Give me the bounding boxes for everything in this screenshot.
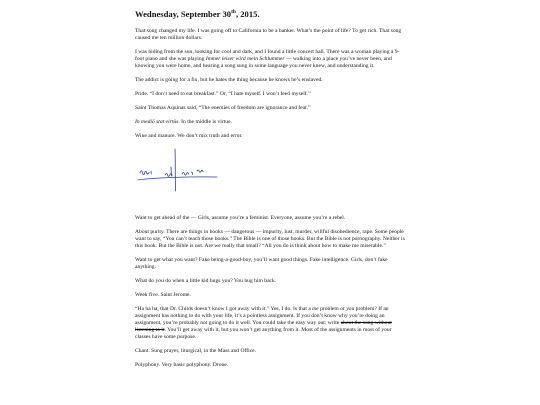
- scribble-word-1: [140, 171, 151, 175]
- paragraph-feminist: [135, 215, 407, 222]
- emphasis-you: you: [346, 306, 355, 312]
- paragraph-wine: [135, 133, 407, 140]
- paragraph-polyphony: [135, 362, 407, 369]
- paragraph-text: problem or: [318, 306, 347, 312]
- paragraph-aquinas: [135, 105, 407, 112]
- paragraph-text: Pride. “I don’t need to eat breakfast.” Or, “I hate myself. I won’t feed myself.”: [135, 91, 311, 97]
- scribble-word-4: [197, 170, 203, 172]
- paragraph-text: Saint Thomas Aquinas said, “The enemies of freedom are ignorance and fear.”: [135, 105, 311, 111]
- entry-date-heading: [135, 9, 407, 20]
- paragraph-text: Want to get what you want? Fake being-a-good-boy, you’ll want good things. Fake intelligence. Girls, don’t fake anything.: [135, 257, 388, 270]
- paragraph-text: Wine and manure. We don’t mix truth and error.: [135, 133, 243, 139]
- latin-phrase: In mediō stat virtūs.: [135, 119, 180, 125]
- paragraph-concert-hall: [135, 49, 407, 70]
- paragraph-text: Chant. Sung prayer, liturgical, in the Mass and Office.: [135, 348, 257, 354]
- emphasis-me: me: [312, 306, 319, 312]
- paragraph-hug: [135, 278, 407, 285]
- date-text: Wednesday, September 30: [135, 9, 232, 19]
- paragraph-text: problem? If an assignment has nothing to do with your life, it’s a pointless assignment. If you don’t know why you’re doing an assignment, you’re probably not going to do it well. You could take the easy way out: write: [135, 306, 389, 326]
- scribble-baseline: [138, 177, 217, 180]
- date-ordinal: th: [231, 9, 236, 16]
- paragraph-text: The addict is going for a fix, but he hates the thing because he knows he’s enslaved.: [135, 77, 323, 83]
- paragraph-virtue: [135, 119, 407, 126]
- journal-entry: [135, 9, 407, 376]
- song-title: Immer leiser wird mein Schlummer: [205, 56, 285, 62]
- paragraph-pride: [135, 91, 407, 98]
- paragraph-text: Week five. Saint Jerome.: [135, 292, 191, 298]
- paragraph-chant: [135, 348, 407, 355]
- date-year: , 2015.: [235, 9, 260, 19]
- paragraph-text: In the middle is virtue.: [179, 119, 232, 125]
- paragraph-text: What do you do when a little kid hugs you? You hug him back.: [135, 278, 277, 284]
- scribble-vertical-stroke: [175, 149, 176, 191]
- paragraph-text: I was hiding from the sun, looking for cool and dark, and I found a little concert hall. There was a woman playing a 9-foot piano and she was playing: [135, 49, 400, 62]
- paragraph-text: That song changed my life. I was going off to California to be a banker. What’s the point of life? To get rich. That song caused me ten million dollars.: [135, 28, 402, 41]
- handwritten-scribble: [135, 147, 255, 207]
- paragraph-week-five: [135, 292, 407, 299]
- paragraph-song: [135, 28, 407, 42]
- paragraph-text: Want to get ahead of the — Girls, assume you’re a feminist. Everyone, assume you’re a rebel.: [135, 215, 346, 221]
- paragraph-text: Polyphony. Very basic polyphony. Drone.: [135, 362, 229, 368]
- paragraph-text: — walking into a place you’ve never been, and knowing you were home, and hearing a song sung in some language you never knew, and understanding it.: [135, 56, 392, 69]
- paragraph-fake: [135, 257, 407, 271]
- paragraph-text: “Ha ha ha, that Dr. Childs doesn’t know I got away with it.” Yes, I do. Is that a: [135, 306, 313, 312]
- struck-through-text: about the song without listening to it: [135, 320, 392, 333]
- paragraph-text: . You’ll get away with it, but you won’t get anything from it. Most of the assignments in most of your classes have some purpose.: [135, 327, 392, 340]
- paragraph-addict: [135, 77, 407, 84]
- paragraph-assignment: [135, 306, 407, 341]
- paragraph-purity: [135, 229, 407, 250]
- paragraph-text: About purity. There are things in books — dangerous — impurity, lust, murder, willful disobedience, rape. Some people want to say, “You can’t teach those books.” The Bible is one of those books. But the Bible is not pornography. Neither is this book. But the Bible is not. Are we really that small? “All you do is think about how to make me miserable.”: [135, 229, 405, 249]
- scribble-word-3: [182, 172, 193, 175]
